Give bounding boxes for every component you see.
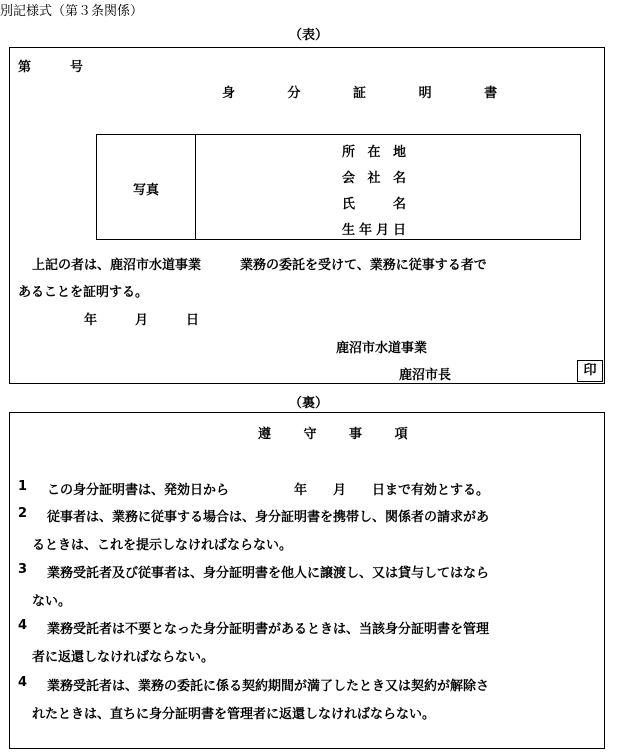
photo-label: 写真 (132, 183, 159, 198)
rule-3-text-line2: ない。 (32, 594, 72, 609)
rule-1-text: この身分証明書は、発効日から 年 月 日まで有効とする。 (47, 483, 490, 498)
field-name: 氏 名 (342, 197, 406, 212)
rule-1-number: 1 (18, 479, 28, 494)
back-side-label: （裏） (288, 396, 328, 411)
photo-info-box (96, 134, 581, 240)
rule-2-text-line2: るときは、これを提示しなければならない。 (32, 538, 293, 553)
rule-2-text-line1: 従事者は、業務に従事する場合は、身分証明書を携帯し、関係者の請求があ (47, 510, 490, 525)
certification-text-line1: 上記の者は、鹿沼市水道事業 業務の委託を受けて、業務に従事する者で (32, 258, 487, 273)
certification-text-line2: あることを証明する。 (18, 285, 149, 300)
rule-4-number: 4 (18, 618, 28, 633)
id-card-front (9, 47, 605, 384)
issuer-title: 鹿沼市長 (399, 368, 452, 383)
photo-cell (97, 135, 196, 239)
rule-5-text-line2: れたときは、直ちに身分証明書を管理者に返還しなければならない。 (32, 707, 436, 722)
field-birthdate: 生年月日 (342, 223, 406, 238)
form-caption: 別記様式（第３条関係） (0, 4, 144, 19)
card-title: 身 分 証 明 書 (222, 86, 522, 101)
field-address: 所在地 (342, 145, 406, 160)
issue-date: 年 月 日 (84, 313, 204, 328)
rule-5-number: 4 (18, 675, 28, 690)
rule-3-number: 3 (18, 562, 28, 577)
rule-4-text-line1: 業務受託者は不要となった身分証明書があるときは、当該身分証明書を管理 (47, 622, 490, 637)
rule-3-text-line1: 業務受託者及び従事者は、身分証明書を他人に譲渡し、又は貸与してはなら (47, 566, 490, 581)
card-number-label: 第 号 (18, 60, 84, 75)
rule-5-text-line1: 業務受託者は、業務の委託に係る契約期間が満了したとき又は契約が解除さ (47, 679, 490, 694)
field-company: 会社名 (342, 171, 406, 186)
rule-2-number: 2 (18, 506, 28, 521)
id-card-back (9, 412, 605, 749)
issuer-organization: 鹿沼市水道事業 (336, 341, 428, 356)
holder-fields (195, 135, 580, 239)
front-side-label: （表） (288, 28, 328, 43)
rule-4-text-line2: 者に返還しなければならない。 (32, 650, 215, 665)
rules-title: 遵 守 事 項 (258, 427, 422, 442)
seal-stamp: 印 (577, 360, 603, 382)
